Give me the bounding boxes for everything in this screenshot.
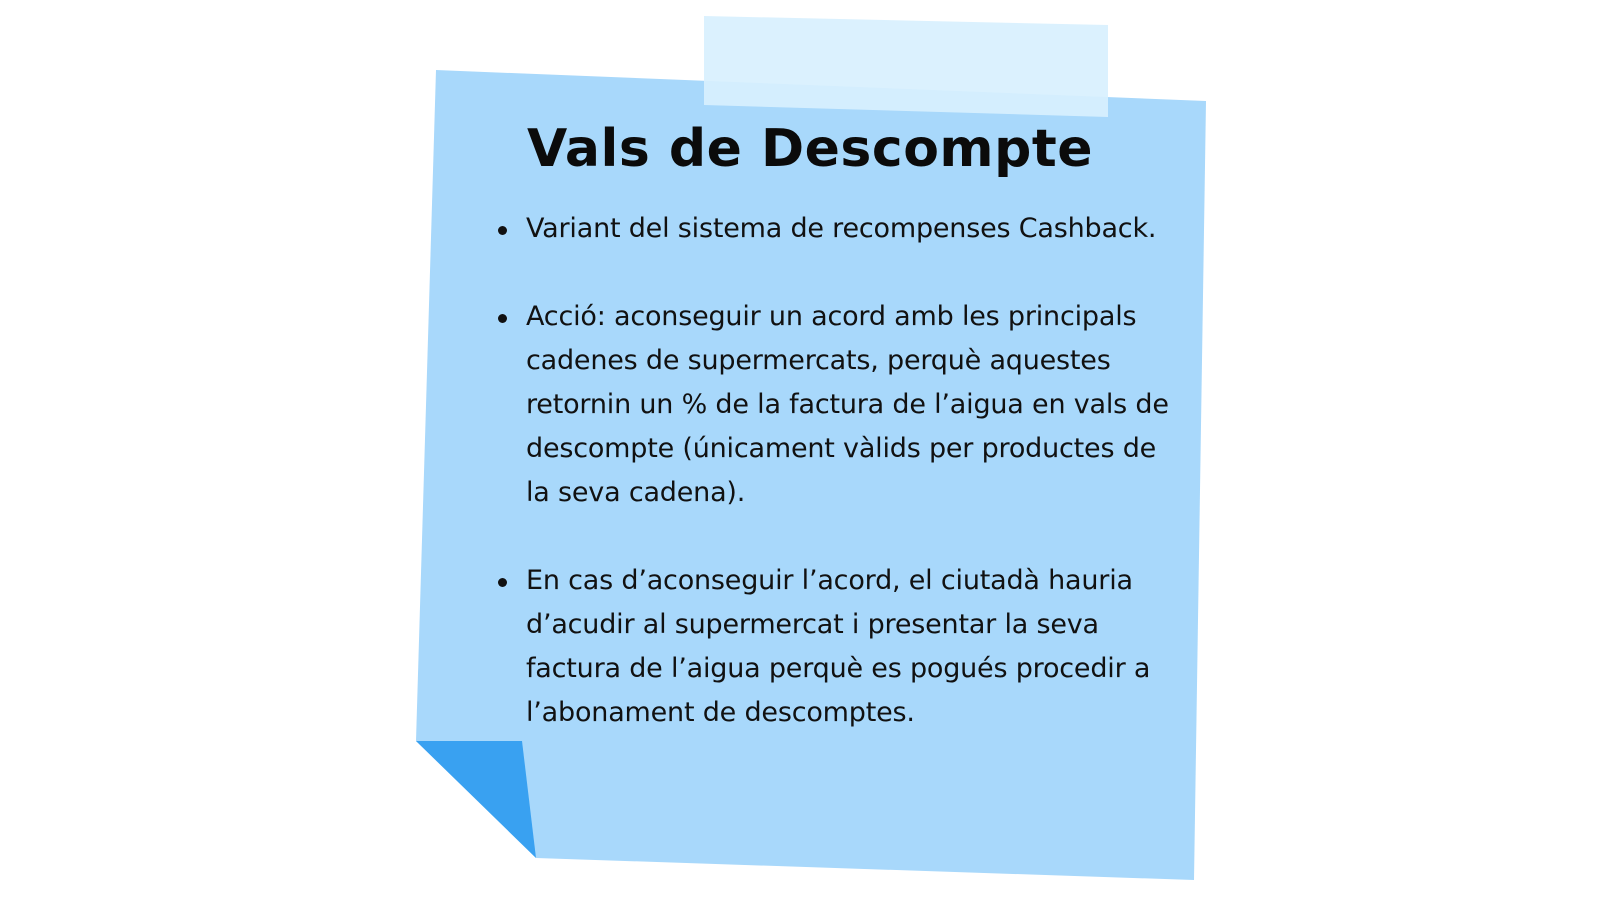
bullet-text: En cas d’aconseguir l’acord, el ciutadà hauria d’acudir al supermercat i presentar la seva factura de l’aigua perquè es pogués procedir a l’abonament de descomptes. xyxy=(526,565,1151,728)
tape-strip xyxy=(704,16,1108,117)
bullet-dot-icon xyxy=(498,314,507,323)
bullet-text: Variant del sistema de recompenses Cashback. xyxy=(526,213,1157,244)
bullet-item xyxy=(498,207,1188,251)
bullet-item xyxy=(498,295,1188,515)
note-title: Vals de Descompte xyxy=(527,119,1093,179)
bullet-dot-icon xyxy=(498,226,507,235)
bullet-list xyxy=(498,207,1188,779)
bullet-item xyxy=(498,559,1188,735)
bullet-dot-icon xyxy=(498,578,507,587)
bullet-text: Acció: aconseguir un acord amb les principals cadenes de supermercats, perquè aquestes retornin un % de la factura de l’aigua en vals de descompte (únicament vàlids per productes de la seva cadena). xyxy=(526,301,1169,508)
